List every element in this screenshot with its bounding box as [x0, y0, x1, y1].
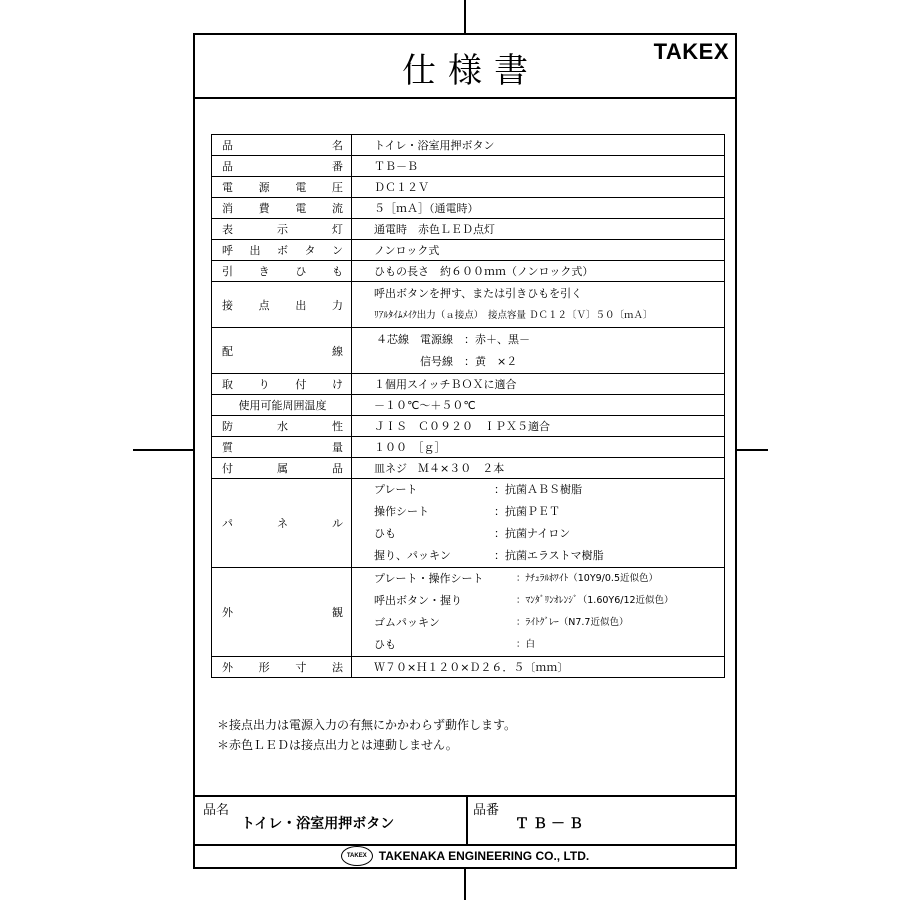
notes: [217, 715, 516, 755]
crop-mark-left: [133, 449, 193, 451]
spec-label-char: 属: [277, 462, 288, 475]
spec-value: 通電時 赤色ＬＥＤ点灯: [352, 219, 725, 240]
spec-pair-key: ひも: [374, 527, 396, 540]
note-line: ＊赤色ＬＥＤは接点出力とは連動しません。: [217, 738, 458, 752]
spec-label-char: 電: [222, 181, 233, 194]
crop-mark-bottom: [464, 869, 466, 900]
spec-row: [212, 374, 725, 395]
spec-label: [212, 177, 352, 198]
spec-label-char: 外: [222, 606, 233, 619]
spec-value: ひもの長さ 約６００ｍｍ（ノンロック式）: [352, 261, 725, 282]
product-code-value: ＴＢ－Ｂ: [515, 816, 587, 832]
spec-label-char: 寸: [295, 661, 307, 674]
spec-label-char: 名: [332, 139, 343, 152]
spec-label-char: 防: [222, 420, 233, 433]
spec-value: １００ ［ｇ］: [352, 437, 725, 458]
spec-label: [212, 479, 352, 568]
spec-label: [212, 374, 352, 395]
spec-label-char: タ: [304, 244, 316, 257]
spec-value: [352, 568, 725, 657]
spec-pair-key: プレート: [374, 483, 418, 496]
footer-title-block: [195, 795, 735, 846]
spec-label-char: 消: [222, 202, 233, 215]
spec-pair-value: ：抗菌ナイロン: [494, 527, 571, 540]
spec-value: －１０℃～＋５０℃: [352, 395, 725, 416]
spec-label-char: り: [258, 378, 270, 391]
spec-label-char: 灯: [332, 223, 343, 236]
spec-pair: [374, 545, 724, 567]
spec-value: １個用スイッチＢＯＸに適合: [352, 374, 725, 395]
spec-row: [212, 657, 725, 678]
spec-label-char: 質: [222, 441, 233, 454]
spec-label-char: ネ: [277, 517, 288, 530]
sheet-header: [195, 35, 735, 99]
spec-label-char: 取: [222, 378, 233, 391]
spec-label-char: 外: [222, 661, 233, 674]
spec-value: ＴＢ－Ｂ: [352, 156, 725, 177]
spec-label-char: ひ: [295, 265, 307, 278]
spec-value: 皿ネジ Ｍ４×３０ ２本: [352, 458, 725, 479]
spec-pair-key: 呼出ボタン・握り: [374, 594, 462, 607]
spec-label-char: 観: [332, 606, 343, 619]
spec-pair: [374, 612, 724, 634]
company-line: [195, 846, 735, 866]
spec-label-char: 示: [277, 223, 288, 236]
spec-pair-value: ：ﾏﾝﾀﾞﾘﾝｵﾚﾝｼﾞ（1.60Y6/12近似色）: [516, 595, 674, 606]
spec-label-char: ン: [332, 244, 343, 257]
spec-pair-value: ：抗菌ＰＥＴ: [494, 505, 560, 518]
spec-label: [212, 240, 352, 261]
spec-label-char: 費: [258, 202, 270, 215]
spec-label-char: 出: [249, 244, 261, 257]
spec-value: [352, 479, 725, 568]
spec-value: ＪＩＳ Ｃ０９２０ ＩＰＸ５適合: [352, 416, 725, 437]
spec-label: [212, 282, 352, 328]
spec-label: [212, 437, 352, 458]
spec-sheet: [193, 33, 737, 869]
product-name-value: トイレ・浴室用押ボタン: [241, 816, 395, 832]
spec-pair-value: ：ﾗｲﾄｸﾞﾚｰ（N7.7近似色）: [516, 617, 629, 628]
spec-pair-key: 操作シート: [374, 505, 429, 518]
spec-label-char: 電: [295, 181, 307, 194]
spec-label: [212, 657, 352, 678]
spec-label-char: 出: [295, 298, 307, 312]
spec-label: [212, 219, 352, 240]
spec-row: [212, 328, 725, 374]
spec-label: [212, 568, 352, 657]
spec-value: [352, 328, 725, 374]
spec-label-char: 線: [332, 344, 343, 358]
spec-pair: [374, 568, 724, 590]
spec-label-char: 水: [277, 420, 288, 433]
spec-row: [212, 282, 725, 328]
spec-row: [212, 198, 725, 219]
spec-value: ＤＣ１２Ｖ: [352, 177, 725, 198]
spec-pair-value: ：ﾅﾁｭﾗﾙﾎﾜｲﾄ（10Y9/0.5近似色）: [516, 573, 658, 584]
spec-label-char: け: [331, 378, 343, 391]
spec-value-line: ４芯線 電源線 ：赤＋、黒－: [376, 333, 530, 346]
spec-label-char: 品: [332, 462, 343, 475]
spec-label: [212, 328, 352, 374]
crop-mark-right: [737, 449, 768, 451]
spec-pair-key: 握り、パッキン: [374, 549, 451, 562]
spec-label-char: 品: [222, 160, 233, 173]
spec-pair: [374, 523, 724, 545]
spec-label: [212, 416, 352, 437]
spec-value: トイレ・浴室用押ボタン: [352, 135, 725, 156]
spec-label: [212, 156, 352, 177]
spec-row: [212, 458, 725, 479]
spec-label-char: 番: [332, 160, 343, 173]
spec-label-char: 力: [331, 298, 343, 312]
spec-pair-value: ：抗菌エラストマ樹脂: [494, 549, 604, 562]
spec-value: ５［ｍＡ］（通電時）: [352, 198, 725, 219]
spec-table: [211, 134, 725, 678]
spec-pair: [374, 479, 724, 501]
spec-label-char: 圧: [331, 181, 343, 194]
spec-label-char: 呼: [222, 244, 233, 257]
spec-row: [212, 416, 725, 437]
spec-label-char: 付: [222, 462, 233, 475]
spec-label-char: 点: [258, 298, 270, 312]
spec-value-line: 呼出ボタンを押す、または引きひもを引く: [374, 287, 583, 300]
spec-label: [212, 261, 352, 282]
spec-label-char: 量: [332, 441, 343, 454]
spec-row: [212, 395, 725, 416]
spec-label-char: ボ: [277, 244, 288, 257]
crop-mark-top: [464, 0, 466, 33]
spec-label-char: き: [258, 265, 270, 278]
footer-divider: [466, 797, 468, 844]
spec-pair: [374, 501, 724, 523]
spec-label-char: ル: [332, 517, 343, 530]
spec-label-char: も: [331, 265, 343, 278]
spec-pair-key: ひも: [374, 638, 396, 651]
spec-label-char: 源: [258, 181, 270, 194]
spec-label-char: 電: [295, 202, 307, 215]
spec-row: [212, 177, 725, 198]
spec-label-char: 形: [258, 661, 270, 674]
spec-row: [212, 156, 725, 177]
spec-row: [212, 219, 725, 240]
page-title: 仕様書: [402, 51, 540, 91]
product-name-label: 品名: [203, 803, 230, 818]
spec-value: ノンロック式: [352, 240, 725, 261]
spec-label-char: パ: [222, 517, 233, 530]
spec-label-char: 法: [331, 661, 343, 674]
spec-row: [212, 261, 725, 282]
spec-label: [212, 458, 352, 479]
spec-row: [212, 240, 725, 261]
spec-row: [212, 568, 725, 657]
company-logo-icon: TAKEX: [341, 846, 373, 866]
spec-pair-value: ：白: [516, 639, 536, 650]
spec-label-char: 品: [222, 139, 233, 152]
note-line: ＊接点出力は電源入力の有無にかかわらず動作します。: [217, 718, 517, 732]
spec-label: [212, 198, 352, 219]
company-name: TAKENAKA ENGINEERING CO., LTD.: [378, 849, 590, 863]
spec-label-char: 付: [295, 378, 307, 391]
spec-row: [212, 135, 725, 156]
spec-label-char: 性: [332, 420, 343, 433]
brand-logo: TAKEX: [653, 39, 729, 64]
spec-label-char: 引: [222, 265, 233, 278]
spec-pair: [374, 590, 724, 612]
spec-row: [212, 437, 725, 458]
spec-pair-value: ：抗菌ＡＢＳ樹脂: [494, 483, 582, 496]
spec-pair-key: ゴムパッキン: [374, 616, 440, 629]
spec-label-char: 使用可能周囲温度: [238, 399, 327, 412]
spec-value: Ｗ７０×Ｈ１２０×Ｄ２６．５〔ｍｍ〕: [352, 657, 725, 678]
spec-label-char: 表: [222, 223, 233, 236]
spec-label-char: 接: [222, 298, 233, 312]
spec-pair-key: プレート・操作シート: [374, 572, 484, 585]
spec-value-line: 信号線 ：黄 ×２: [420, 355, 518, 368]
spec-label-char: 配: [222, 344, 233, 358]
spec-value-line: ﾘｱﾙﾀｲﾑﾒｲｸ出力（ａ接点） 接点容量 ＤＣ１２〔Ｖ〕５０〔ｍＡ〕: [374, 310, 653, 321]
spec-pair: [374, 634, 724, 656]
spec-value: [352, 282, 725, 328]
spec-row: [212, 479, 725, 568]
spec-label-char: 流: [331, 202, 343, 215]
spec-label: [212, 135, 352, 156]
spec-label: [212, 395, 352, 416]
product-code-label: 品番: [473, 803, 500, 818]
